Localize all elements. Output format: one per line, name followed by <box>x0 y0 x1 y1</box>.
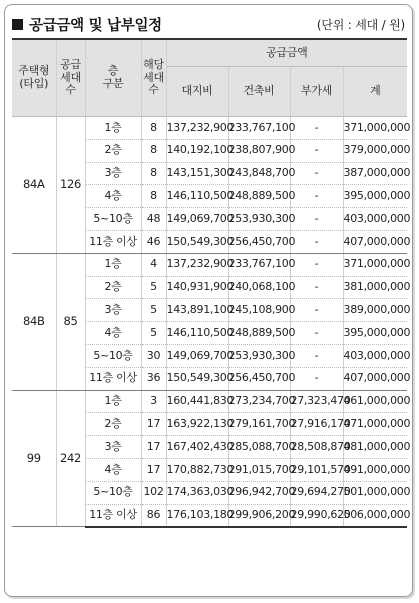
cell-building: 238,807,900 <box>228 139 290 162</box>
cell-total: 471,000,000 <box>343 413 407 436</box>
cell-floor: 3층 <box>85 299 141 322</box>
cell-total: 506,000,000 <box>343 504 407 527</box>
cell-floor: 2층 <box>85 413 141 436</box>
cell-vat: - <box>290 162 343 185</box>
cell-vat: 29,990,620 <box>290 504 343 527</box>
cell-total: 407,000,000 <box>343 230 407 253</box>
cell-total: 481,000,000 <box>343 436 407 459</box>
cell-floor-units: 46 <box>141 230 166 253</box>
cell-total: 395,000,000 <box>343 322 407 345</box>
cell-floor: 11층 이상 <box>85 230 141 253</box>
cell-building: 245,108,900 <box>228 299 290 322</box>
cell-floor-units: 8 <box>141 117 166 140</box>
table-row <box>12 117 407 140</box>
header <box>12 14 407 36</box>
table-header <box>12 39 407 117</box>
cell-land: 160,441,830 <box>166 390 228 413</box>
cell-floor: 2층 <box>85 276 141 299</box>
cell-floor: 4층 <box>85 185 141 208</box>
title-block <box>12 14 162 35</box>
cell-building: 243,848,700 <box>228 162 290 185</box>
header-supply-amount: 공급금액 <box>166 39 407 67</box>
cell-vat: - <box>290 344 343 367</box>
cell-land: 150,549,300 <box>166 230 228 253</box>
header-vat: 부가세 <box>290 67 343 117</box>
cell-total: 389,000,000 <box>343 299 407 322</box>
cell-floor-units: 5 <box>141 276 166 299</box>
cell-units: 85 <box>56 253 85 390</box>
cell-total: 403,000,000 <box>343 208 407 231</box>
cell-land: 143,891,100 <box>166 299 228 322</box>
cell-floor-units: 5 <box>141 299 166 322</box>
cell-units: 126 <box>56 117 85 254</box>
cell-vat: - <box>290 367 343 390</box>
cell-type: 84A <box>12 117 56 254</box>
cell-total: 461,000,000 <box>343 390 407 413</box>
cell-building: 291,015,700 <box>228 458 290 481</box>
cell-land: 149,069,700 <box>166 344 228 367</box>
cell-land: 146,110,500 <box>166 185 228 208</box>
cell-vat: 27,916,170 <box>290 413 343 436</box>
page-title: 공급금액 및 납부일정 <box>29 18 162 34</box>
cell-land: 137,232,900 <box>166 253 228 276</box>
cell-vat: - <box>290 253 343 276</box>
cell-land: 140,931,900 <box>166 276 228 299</box>
cell-floor: 4층 <box>85 322 141 345</box>
cell-floor: 2층 <box>85 139 141 162</box>
cell-vat: 29,694,270 <box>290 481 343 504</box>
cell-floor-units: 102 <box>141 481 166 504</box>
cell-floor-units: 8 <box>141 185 166 208</box>
cell-floor: 1층 <box>85 253 141 276</box>
cell-vat: 28,508,870 <box>290 436 343 459</box>
cell-total: 501,000,000 <box>343 481 407 504</box>
cell-land: 170,882,730 <box>166 458 228 481</box>
cell-building: 240,068,100 <box>228 276 290 299</box>
cell-building: 273,234,700 <box>228 390 290 413</box>
cell-land: 167,402,430 <box>166 436 228 459</box>
cell-vat: - <box>290 185 343 208</box>
cell-building: 253,930,300 <box>228 344 290 367</box>
cell-building: 248,889,500 <box>228 185 290 208</box>
cell-type: 99 <box>12 390 56 527</box>
cell-building: 256,450,700 <box>228 367 290 390</box>
cell-building: 296,942,700 <box>228 481 290 504</box>
cell-land: 174,363,030 <box>166 481 228 504</box>
cell-building: 299,906,200 <box>228 504 290 527</box>
cell-floor-units: 3 <box>141 390 166 413</box>
cell-floor: 11층 이상 <box>85 367 141 390</box>
cell-units: 242 <box>56 390 85 527</box>
cell-floor: 3층 <box>85 162 141 185</box>
cell-land: 163,922,130 <box>166 413 228 436</box>
cell-floor: 1층 <box>85 390 141 413</box>
cell-floor-units: 17 <box>141 458 166 481</box>
cell-total: 407,000,000 <box>343 367 407 390</box>
cell-floor: 5~10층 <box>85 208 141 231</box>
cell-floor-units: 8 <box>141 139 166 162</box>
cell-floor-units: 4 <box>141 253 166 276</box>
cell-floor-units: 5 <box>141 322 166 345</box>
cell-floor: 11층 이상 <box>85 504 141 527</box>
table-row <box>12 390 407 413</box>
cell-type: 84B <box>12 253 56 390</box>
cell-floor: 4층 <box>85 458 141 481</box>
cell-building: 285,088,700 <box>228 436 290 459</box>
cell-floor-units: 8 <box>141 162 166 185</box>
cell-land: 176,103,180 <box>166 504 228 527</box>
cell-total: 379,000,000 <box>343 139 407 162</box>
cell-total: 403,000,000 <box>343 344 407 367</box>
cell-building: 248,889,500 <box>228 322 290 345</box>
cell-vat: - <box>290 117 343 140</box>
cell-building: 233,767,100 <box>228 253 290 276</box>
cell-floor-units: 17 <box>141 413 166 436</box>
header-land: 대지비 <box>166 67 228 117</box>
cell-land: 146,110,500 <box>166 322 228 345</box>
cell-building: 256,450,700 <box>228 230 290 253</box>
header-units: 공급 세대 수 <box>56 39 85 117</box>
cell-total: 371,000,000 <box>343 117 407 140</box>
cell-vat: - <box>290 208 343 231</box>
header-total: 계 <box>343 67 407 117</box>
cell-total: 381,000,000 <box>343 276 407 299</box>
cell-floor: 1층 <box>85 117 141 140</box>
cell-vat: - <box>290 322 343 345</box>
table-body <box>12 117 411 527</box>
cell-vat: 29,101,570 <box>290 458 343 481</box>
cell-floor: 3층 <box>85 436 141 459</box>
table-row <box>12 253 407 276</box>
cell-vat: - <box>290 139 343 162</box>
cell-building: 279,161,700 <box>228 413 290 436</box>
cell-land: 143,151,300 <box>166 162 228 185</box>
cell-total: 387,000,000 <box>343 162 407 185</box>
cell-floor: 5~10층 <box>85 344 141 367</box>
cell-floor-units: 48 <box>141 208 166 231</box>
cell-total: 371,000,000 <box>343 253 407 276</box>
cell-building: 253,930,300 <box>228 208 290 231</box>
header-building: 건축비 <box>228 67 290 117</box>
unit-note: (단위 : 세대 / 원) <box>316 18 405 32</box>
cell-floor-units: 30 <box>141 344 166 367</box>
price-table <box>12 38 411 528</box>
cell-vat: 27,323,470 <box>290 390 343 413</box>
cell-land: 149,069,700 <box>166 208 228 231</box>
cell-vat: - <box>290 299 343 322</box>
cell-floor: 5~10층 <box>85 481 141 504</box>
header-floor: 층 구분 <box>85 39 141 117</box>
cell-land: 140,192,100 <box>166 139 228 162</box>
header-type: 주택형 (타입) <box>12 39 56 117</box>
cell-building: 233,767,100 <box>228 117 290 140</box>
header-floor-units: 해당 세대 수 <box>141 39 166 117</box>
cell-floor-units: 17 <box>141 436 166 459</box>
square-bullet-icon <box>12 19 23 30</box>
cell-floor-units: 86 <box>141 504 166 527</box>
cell-total: 395,000,000 <box>343 185 407 208</box>
cell-vat: - <box>290 230 343 253</box>
cell-land: 137,232,900 <box>166 117 228 140</box>
cell-vat: - <box>290 276 343 299</box>
cell-floor-units: 36 <box>141 367 166 390</box>
cell-land: 150,549,300 <box>166 367 228 390</box>
cell-total: 491,000,000 <box>343 458 407 481</box>
